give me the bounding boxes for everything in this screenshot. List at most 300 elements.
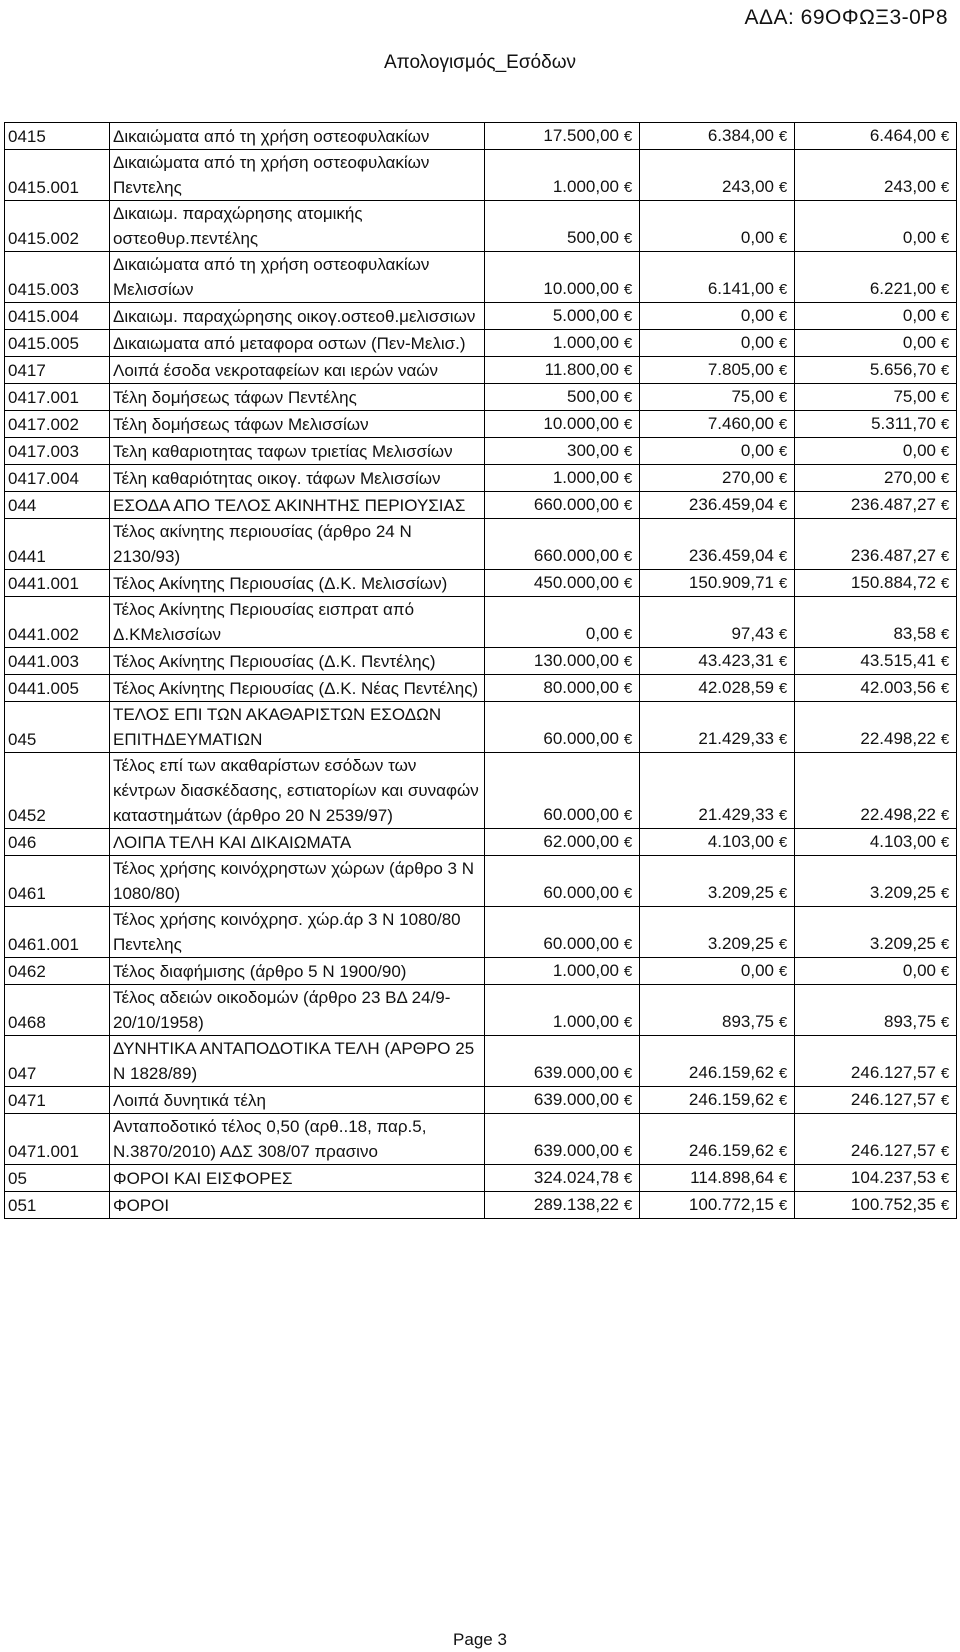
- euro-sign: €: [940, 885, 950, 902]
- collected-amount: [795, 252, 957, 303]
- euro-sign: €: [778, 443, 788, 460]
- euro-sign: €: [940, 548, 950, 565]
- budgeted-amount-value: 1.000,00: [552, 468, 619, 487]
- table-row: [5, 330, 957, 357]
- budgeted-amount-value: 639.000,00: [533, 1090, 619, 1109]
- euro-sign: €: [778, 731, 788, 748]
- budgeted-amount-value: 130.000,00: [533, 651, 619, 670]
- budgeted-amount-value: 5.000,00: [552, 306, 619, 325]
- euro-sign: €: [778, 308, 788, 325]
- collected-amount: [795, 675, 957, 702]
- account-description: ΛΟΙΠΑ ΤΕΛΗ ΚΑΙ ΔΙΚΑΙΩΜΑΤΑ: [110, 829, 485, 856]
- collected-amount-value: 6.464,00: [869, 126, 936, 145]
- account-description: Ανταποδοτικό τέλος 0,50 (αρθ..18, παρ.5, Ν.3870/2010) ΑΔΣ 308/07 πρασινο: [110, 1114, 485, 1165]
- assessed-amount: [640, 411, 795, 438]
- budgeted-amount-value: 60.000,00: [543, 805, 619, 824]
- euro-sign: €: [778, 1197, 788, 1214]
- account-description: ΤΕΛΟΣ ΕΠΙ ΤΩΝ ΑΚΑΘΑΡΙΣΤΩΝ ΕΣΟΔΩΝ ΕΠΙΤΗΔΕΥΜΑΤΙΩΝ: [110, 702, 485, 753]
- budgeted-amount-value: 17.500,00: [543, 126, 619, 145]
- assessed-amount: [640, 1192, 795, 1219]
- budgeted-amount: [485, 1114, 640, 1165]
- account-description: ΕΣΟΔΑ ΑΠΟ ΤΕΛΟΣ ΑΚΙΝΗΤΗΣ ΠΕΡΙΟΥΣΙΑΣ: [110, 492, 485, 519]
- collected-amount-value: 0,00: [902, 228, 936, 247]
- assessed-amount: [640, 150, 795, 201]
- account-code: 0415.003: [5, 252, 110, 303]
- euro-sign: €: [623, 335, 633, 352]
- euro-sign: €: [623, 963, 633, 980]
- budgeted-amount-value: 450.000,00: [533, 573, 619, 592]
- euro-sign: €: [778, 936, 788, 953]
- euro-sign: €: [778, 548, 788, 565]
- collected-amount-value: 3.209,25: [869, 934, 936, 953]
- account-description: Τελη καθαριοτητας ταφων τριετίας Μελισσίων: [110, 438, 485, 465]
- account-description: Τέλος Ακίνητης Περιουσίας (Δ.Κ. Πεντέλης): [110, 648, 485, 675]
- euro-sign: €: [623, 308, 633, 325]
- budgeted-amount-value: 639.000,00: [533, 1063, 619, 1082]
- collected-amount: [795, 384, 957, 411]
- budgeted-amount: [485, 648, 640, 675]
- table-row: [5, 1087, 957, 1114]
- collected-amount: [795, 648, 957, 675]
- euro-sign: €: [940, 936, 950, 953]
- assessed-amount-value: 7.805,00: [707, 360, 774, 379]
- euro-sign: €: [940, 575, 950, 592]
- collected-amount: [795, 150, 957, 201]
- euro-sign: €: [940, 653, 950, 670]
- table-row: [5, 829, 957, 856]
- account-code: 0461: [5, 856, 110, 907]
- table-row: [5, 492, 957, 519]
- budgeted-amount: [485, 829, 640, 856]
- collected-amount: [795, 907, 957, 958]
- account-description: Λοιπά δυνητικά τέλη: [110, 1087, 485, 1114]
- assessed-amount-value: 243,00: [722, 177, 774, 196]
- collected-amount-value: 0,00: [902, 441, 936, 460]
- budgeted-amount-value: 1.000,00: [552, 1012, 619, 1031]
- euro-sign: €: [623, 1197, 633, 1214]
- table-row: [5, 702, 957, 753]
- budgeted-amount-value: 10.000,00: [543, 414, 619, 433]
- budgeted-amount: [485, 384, 640, 411]
- euro-sign: €: [778, 416, 788, 433]
- revenue-table-body: [5, 123, 957, 1219]
- account-description: Τέλος χρήσης κοινόχρησ. χώρ.άρ 3 Ν 1080/80 Πεντελης: [110, 907, 485, 958]
- collected-amount-value: 246.127,57: [850, 1090, 936, 1109]
- table-row: [5, 753, 957, 829]
- euro-sign: €: [940, 1014, 950, 1031]
- assessed-amount-value: 43.423,31: [698, 651, 774, 670]
- euro-sign: €: [623, 936, 633, 953]
- assessed-amount-value: 100.772,15: [688, 1195, 774, 1214]
- collected-amount: [795, 753, 957, 829]
- euro-sign: €: [940, 389, 950, 406]
- table-row: [5, 150, 957, 201]
- collected-amount-value: 236.487,27: [850, 546, 936, 565]
- budgeted-amount-value: 660.000,00: [533, 495, 619, 514]
- euro-sign: €: [778, 389, 788, 406]
- account-code: 0415.001: [5, 150, 110, 201]
- euro-sign: €: [940, 807, 950, 824]
- collected-amount: [795, 958, 957, 985]
- assessed-amount: [640, 465, 795, 492]
- budgeted-amount-value: 60.000,00: [543, 883, 619, 902]
- euro-sign: €: [778, 653, 788, 670]
- collected-amount-value: 75,00: [893, 387, 936, 406]
- euro-sign: €: [623, 281, 633, 298]
- account-code: 0462: [5, 958, 110, 985]
- account-description: Τέλος χρήσης κοινόχρηστων χώρων (άρθρο 3 Ν 1080/80): [110, 856, 485, 907]
- collected-amount: [795, 303, 957, 330]
- assessed-amount: [640, 829, 795, 856]
- euro-sign: €: [778, 281, 788, 298]
- account-description: Τέλος επί των ακαθαρίστων εσόδων των κέντρων διασκέδασης, εστιατορίων και συναφών καταστημάτων (άρθρο 20 Ν 2539/97): [110, 753, 485, 829]
- assessed-amount: [640, 907, 795, 958]
- table-row: [5, 985, 957, 1036]
- budgeted-amount-value: 660.000,00: [533, 546, 619, 565]
- budgeted-amount: [485, 150, 640, 201]
- table-row: [5, 907, 957, 958]
- account-description: Δικαιώματα από τη χρήση οστεοφυλακίων: [110, 123, 485, 150]
- assessed-amount: [640, 1087, 795, 1114]
- account-description: ΦΟΡΟΙ ΚΑΙ ΕΙΣΦΟΡΕΣ: [110, 1165, 485, 1192]
- collected-amount-value: 0,00: [902, 961, 936, 980]
- assessed-amount: [640, 330, 795, 357]
- assessed-amount-value: 0,00: [740, 333, 774, 352]
- account-description: Δικαιωματα από μεταφορα οστων (Πεν-Μελισ.): [110, 330, 485, 357]
- euro-sign: €: [778, 179, 788, 196]
- euro-sign: €: [940, 1143, 950, 1160]
- collected-amount-value: 0,00: [902, 306, 936, 325]
- assessed-amount: [640, 492, 795, 519]
- euro-sign: €: [940, 680, 950, 697]
- assessed-amount-value: 0,00: [740, 228, 774, 247]
- assessed-amount-value: 3.209,25: [707, 934, 774, 953]
- budgeted-amount: [485, 252, 640, 303]
- euro-sign: €: [623, 389, 633, 406]
- assessed-amount: [640, 856, 795, 907]
- table-row: [5, 1192, 957, 1219]
- account-code: 05: [5, 1165, 110, 1192]
- table-row: [5, 1165, 957, 1192]
- budgeted-amount-value: 10.000,00: [543, 279, 619, 298]
- collected-amount-value: 5.311,70: [871, 414, 936, 433]
- account-description: Δικαιωμ. παραχώρησης ατομικής οστεοθυρ.πεντέλης: [110, 201, 485, 252]
- collected-amount-value: 3.209,25: [869, 883, 936, 902]
- assessed-amount: [640, 597, 795, 648]
- collected-amount: [795, 330, 957, 357]
- euro-sign: €: [940, 1197, 950, 1214]
- euro-sign: €: [623, 1065, 633, 1082]
- budgeted-amount-value: 62.000,00: [543, 832, 619, 851]
- euro-sign: €: [623, 470, 633, 487]
- euro-sign: €: [940, 1092, 950, 1109]
- euro-sign: €: [623, 1092, 633, 1109]
- euro-sign: €: [940, 128, 950, 145]
- collected-amount: [795, 985, 957, 1036]
- euro-sign: €: [778, 128, 788, 145]
- account-code: 0441.002: [5, 597, 110, 648]
- assessed-amount: [640, 519, 795, 570]
- euro-sign: €: [778, 834, 788, 851]
- euro-sign: €: [778, 362, 788, 379]
- account-code: 0452: [5, 753, 110, 829]
- collected-amount: [795, 201, 957, 252]
- budgeted-amount: [485, 438, 640, 465]
- assessed-amount-value: 21.429,33: [698, 805, 774, 824]
- budgeted-amount: [485, 702, 640, 753]
- euro-sign: €: [940, 731, 950, 748]
- table-row: [5, 384, 957, 411]
- budgeted-amount-value: 500,00: [567, 387, 619, 406]
- account-code: 0417: [5, 357, 110, 384]
- budgeted-amount: [485, 1165, 640, 1192]
- budgeted-amount: [485, 597, 640, 648]
- budgeted-amount-value: 1.000,00: [552, 961, 619, 980]
- euro-sign: €: [940, 230, 950, 247]
- account-description: Λοιπά έσοδα νεκροταφείων και ιερών ναών: [110, 357, 485, 384]
- budgeted-amount: [485, 465, 640, 492]
- assessed-amount-value: 0,00: [740, 306, 774, 325]
- collected-amount: [795, 438, 957, 465]
- assessed-amount: [640, 1036, 795, 1087]
- euro-sign: €: [778, 1065, 788, 1082]
- budgeted-amount-value: 80.000,00: [543, 678, 619, 697]
- collected-amount-value: 42.003,56: [860, 678, 936, 697]
- assessed-amount-value: 75,00: [731, 387, 774, 406]
- table-row: [5, 1114, 957, 1165]
- collected-amount: [795, 702, 957, 753]
- collected-amount: [795, 492, 957, 519]
- collected-amount-value: 236.487,27: [850, 495, 936, 514]
- account-description: Τέλη δομήσεως τάφων Πεντέλης: [110, 384, 485, 411]
- assessed-amount: [640, 438, 795, 465]
- assessed-amount: [640, 123, 795, 150]
- collected-amount-value: 243,00: [884, 177, 936, 196]
- collected-amount-value: 270,00: [884, 468, 936, 487]
- collected-amount-value: 100.752,35: [850, 1195, 936, 1214]
- euro-sign: €: [778, 470, 788, 487]
- account-code: 0415.005: [5, 330, 110, 357]
- euro-sign: €: [940, 834, 950, 851]
- collected-amount-value: 0,00: [902, 333, 936, 352]
- table-row: [5, 411, 957, 438]
- euro-sign: €: [623, 1170, 633, 1187]
- euro-sign: €: [778, 1143, 788, 1160]
- collected-amount: [795, 829, 957, 856]
- budgeted-amount: [485, 570, 640, 597]
- assessed-amount: [640, 384, 795, 411]
- table-row: [5, 958, 957, 985]
- account-code: 0441: [5, 519, 110, 570]
- euro-sign: €: [623, 575, 633, 592]
- assessed-amount-value: 7.460,00: [707, 414, 774, 433]
- assessed-amount-value: 3.209,25: [707, 883, 774, 902]
- euro-sign: €: [623, 885, 633, 902]
- assessed-amount-value: 0,00: [740, 441, 774, 460]
- table-row: [5, 519, 957, 570]
- assessed-amount-value: 97,43: [731, 624, 774, 643]
- assessed-amount: [640, 958, 795, 985]
- euro-sign: €: [623, 362, 633, 379]
- assessed-amount: [640, 303, 795, 330]
- collected-amount-value: 6.221,00: [869, 279, 936, 298]
- collected-amount-value: 246.127,57: [850, 1141, 936, 1160]
- budgeted-amount: [485, 411, 640, 438]
- euro-sign: €: [940, 281, 950, 298]
- collected-amount-value: 104.237,53: [850, 1168, 936, 1187]
- budgeted-amount-value: 324.024,78: [533, 1168, 619, 1187]
- euro-sign: €: [778, 1092, 788, 1109]
- euro-sign: €: [778, 626, 788, 643]
- account-code: 0441.005: [5, 675, 110, 702]
- budgeted-amount-value: 60.000,00: [543, 934, 619, 953]
- assessed-amount: [640, 1114, 795, 1165]
- account-description: Τέλος Ακίνητης Περιουσίας εισπρατ από Δ.ΚΜελισσίων: [110, 597, 485, 648]
- collected-amount: [795, 1165, 957, 1192]
- euro-sign: €: [940, 470, 950, 487]
- budgeted-amount: [485, 519, 640, 570]
- collected-amount: [795, 597, 957, 648]
- account-code: 045: [5, 702, 110, 753]
- euro-sign: €: [940, 443, 950, 460]
- assessed-amount-value: 246.159,62: [688, 1090, 774, 1109]
- budgeted-amount: [485, 1192, 640, 1219]
- euro-sign: €: [940, 308, 950, 325]
- account-description: ΔΥΝΗΤΙΚΑ ΑΝΤΑΠΟΔΟΤΙΚΑ ΤΕΛΗ (ΑΡΘΡΟ 25 Ν 1828/89): [110, 1036, 485, 1087]
- euro-sign: €: [623, 1143, 633, 1160]
- collected-amount: [795, 856, 957, 907]
- account-code: 0417.004: [5, 465, 110, 492]
- assessed-amount: [640, 648, 795, 675]
- account-code: 0417.002: [5, 411, 110, 438]
- account-description: Τέλος Ακίνητης Περιουσίας (Δ.Κ. Μελισσίων): [110, 570, 485, 597]
- assessed-amount-value: 246.159,62: [688, 1141, 774, 1160]
- euro-sign: €: [623, 653, 633, 670]
- account-description: ΦΟΡΟΙ: [110, 1192, 485, 1219]
- table-row: [5, 303, 957, 330]
- table-row: [5, 648, 957, 675]
- budgeted-amount: [485, 330, 640, 357]
- euro-sign: €: [623, 416, 633, 433]
- revenue-table: [4, 122, 957, 1219]
- account-code: 0471.001: [5, 1114, 110, 1165]
- assessed-amount-value: 6.141,00: [707, 279, 774, 298]
- account-code: 0471: [5, 1087, 110, 1114]
- page-number: Page 3: [453, 1630, 507, 1649]
- collected-amount: [795, 123, 957, 150]
- account-description: Τέλος ακίνητης περιουσίας (άρθρο 24 Ν 2130/93): [110, 519, 485, 570]
- account-description: Δικαιώματα από τη χρήση οστεοφυλακίων Πεντελης: [110, 150, 485, 201]
- assessed-amount-value: 236.459,04: [688, 546, 774, 565]
- account-description: Τέλη δομήσεως τάφων Μελισσίων: [110, 411, 485, 438]
- euro-sign: €: [778, 1014, 788, 1031]
- account-code: 044: [5, 492, 110, 519]
- table-row: [5, 438, 957, 465]
- account-code: 0468: [5, 985, 110, 1036]
- account-code: 0417.003: [5, 438, 110, 465]
- budgeted-amount: [485, 357, 640, 384]
- euro-sign: €: [940, 626, 950, 643]
- table-row: [5, 123, 957, 150]
- budgeted-amount: [485, 492, 640, 519]
- account-description: Τέλη καθαριότητας οικογ. τάφων Μελισσίων: [110, 465, 485, 492]
- account-code: 047: [5, 1036, 110, 1087]
- ada-code: ΑΔΑ: 69ΟΦΩΞ3-0Ρ8: [744, 6, 948, 29]
- euro-sign: €: [940, 179, 950, 196]
- budgeted-amount-value: 500,00: [567, 228, 619, 247]
- budgeted-amount-value: 0,00: [585, 624, 619, 643]
- euro-sign: €: [778, 807, 788, 824]
- assessed-amount: [640, 357, 795, 384]
- budgeted-amount-value: 639.000,00: [533, 1141, 619, 1160]
- table-row: [5, 570, 957, 597]
- budgeted-amount: [485, 958, 640, 985]
- assessed-amount-value: 236.459,04: [688, 495, 774, 514]
- collected-amount-value: 22.498,22: [860, 805, 936, 824]
- euro-sign: €: [623, 548, 633, 565]
- collected-amount-value: 246.127,57: [850, 1063, 936, 1082]
- euro-sign: €: [940, 416, 950, 433]
- account-description: Τέλος αδειών οικοδομών (άρθρο 23 ΒΔ 24/9-20/10/1958): [110, 985, 485, 1036]
- assessed-amount-value: 4.103,00: [707, 832, 774, 851]
- collected-amount: [795, 465, 957, 492]
- assessed-amount-value: 246.159,62: [688, 1063, 774, 1082]
- account-description: Τέλος Ακίνητης Περιουσίας (Δ.Κ. Νέας Πεντέλης): [110, 675, 485, 702]
- assessed-amount: [640, 753, 795, 829]
- euro-sign: €: [778, 335, 788, 352]
- assessed-amount: [640, 702, 795, 753]
- collected-amount-value: 43.515,41: [860, 651, 936, 670]
- euro-sign: €: [940, 335, 950, 352]
- account-code: 0461.001: [5, 907, 110, 958]
- euro-sign: €: [940, 497, 950, 514]
- budgeted-amount: [485, 303, 640, 330]
- account-description: Δικαιωμ. παραχώρησης οικογ.οστεοθ.μελισσιων: [110, 303, 485, 330]
- budgeted-amount: [485, 856, 640, 907]
- budgeted-amount: [485, 907, 640, 958]
- budgeted-amount: [485, 1036, 640, 1087]
- euro-sign: €: [623, 731, 633, 748]
- euro-sign: €: [623, 680, 633, 697]
- assessed-amount: [640, 201, 795, 252]
- euro-sign: €: [940, 963, 950, 980]
- assessed-amount-value: 21.429,33: [698, 729, 774, 748]
- budgeted-amount-value: 300,00: [567, 441, 619, 460]
- account-code: 046: [5, 829, 110, 856]
- collected-amount: [795, 1114, 957, 1165]
- budgeted-amount: [485, 985, 640, 1036]
- euro-sign: €: [778, 963, 788, 980]
- account-code: 0441.003: [5, 648, 110, 675]
- euro-sign: €: [778, 680, 788, 697]
- table-row: [5, 675, 957, 702]
- euro-sign: €: [623, 834, 633, 851]
- assessed-amount: [640, 985, 795, 1036]
- account-description: Δικαιώματα από τη χρήση οστεοφυλακίων Μελισσίων: [110, 252, 485, 303]
- euro-sign: €: [778, 497, 788, 514]
- euro-sign: €: [623, 807, 633, 824]
- euro-sign: €: [778, 230, 788, 247]
- assessed-amount-value: 6.384,00: [707, 126, 774, 145]
- assessed-amount-value: 42.028,59: [698, 678, 774, 697]
- collected-amount: [795, 519, 957, 570]
- assessed-amount-value: 114.898,64: [690, 1168, 774, 1187]
- assessed-amount: [640, 1165, 795, 1192]
- account-code: 0415.002: [5, 201, 110, 252]
- account-code: 051: [5, 1192, 110, 1219]
- euro-sign: €: [623, 128, 633, 145]
- table-row: [5, 357, 957, 384]
